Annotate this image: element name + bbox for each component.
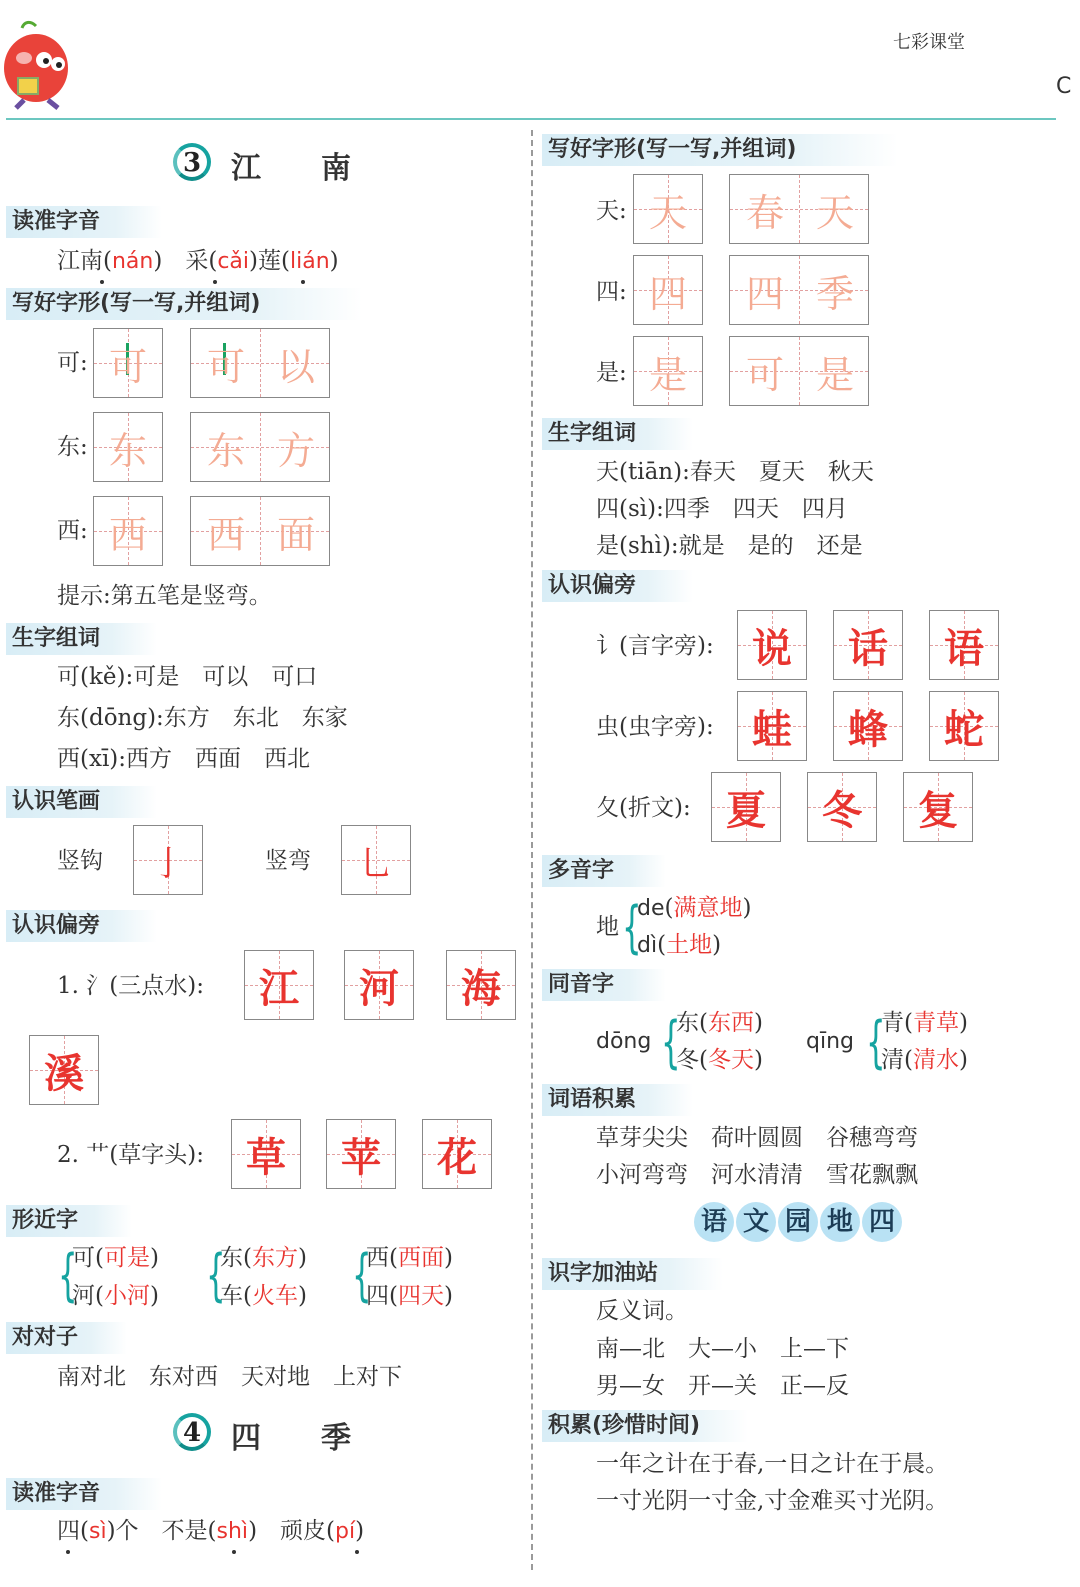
- similar-item: 车(火车): [220, 1283, 307, 1309]
- radical-char-grid: 海: [446, 950, 516, 1020]
- radical-char-grid: 河: [344, 950, 414, 1020]
- section-write-forms-2: 写好字形(写一写,并组词): [542, 134, 898, 166]
- radical-label: 2. 艹(草字头):: [57, 1142, 204, 1168]
- garden-title-char: 语: [694, 1202, 734, 1242]
- homophone-pinyin: qīng: [806, 1029, 854, 1054]
- write-row-label: 天:: [596, 198, 627, 224]
- char-grid-single: 是: [633, 336, 703, 406]
- brace-icon: {: [352, 1243, 372, 1308]
- radical-char-grid: 溪: [29, 1035, 99, 1105]
- write-row-label: 是:: [596, 360, 627, 386]
- section-strokes: 认识笔画: [6, 786, 157, 818]
- section-radicals: 认识偏旁: [6, 910, 157, 942]
- brace-icon: {: [622, 895, 642, 960]
- section-accumulate: 积累(珍惜时间): [542, 1410, 748, 1442]
- emphasis-dot: [213, 280, 217, 284]
- char-grid-single: 可: [93, 328, 163, 398]
- radical-char-grid: 说: [737, 610, 807, 680]
- homophone-item: 冬(冬天): [676, 1047, 763, 1073]
- radical-char-grid: 复: [903, 772, 973, 842]
- char-grid-single: 四: [633, 255, 703, 325]
- similar-item: 东(东方): [220, 1245, 307, 1271]
- char-grid-pair: 东 方: [190, 412, 330, 482]
- lesson-number: 4: [173, 1413, 211, 1451]
- similar-item: 四(四天): [366, 1283, 453, 1309]
- char-grid-pair: 可 是: [729, 336, 869, 406]
- section-write-forms: 写好字形(写一写,并组词): [6, 288, 362, 320]
- section-radicals-2: 认识偏旁: [542, 570, 693, 602]
- garden-title-char: 地: [820, 1202, 860, 1242]
- emphasis-dot: [355, 1550, 359, 1554]
- radical-char-grid: 语: [929, 610, 999, 680]
- lesson-number: 3: [173, 143, 211, 181]
- similar-item: 西(西面): [366, 1245, 453, 1271]
- couplets-line: 南对北 东对西 天对地 上对下: [57, 1364, 402, 1390]
- homophone-item: 清(清水): [881, 1047, 968, 1073]
- garden-title: [694, 1202, 904, 1242]
- header-rule: [6, 118, 1056, 120]
- radical-char-grid: 夏: [711, 772, 781, 842]
- word-line: 可(kě):可是 可以 可口: [57, 664, 318, 690]
- radical-char-grid: 江: [244, 950, 314, 1020]
- section-similar-chars: 形近字: [6, 1205, 132, 1237]
- section-literacy: 识字加油站: [542, 1258, 723, 1290]
- emphasis-dot: [100, 280, 104, 284]
- radical-label: 1. 氵(三点水):: [57, 973, 204, 999]
- emphasis-dot: [232, 1550, 236, 1554]
- radical-char-grid: 蛙: [737, 691, 807, 761]
- emphasis-dot: [66, 1550, 70, 1554]
- radical-char-grid: 蜂: [833, 691, 903, 761]
- antonym-line: 南—北 大—小 上—下: [596, 1336, 849, 1362]
- write-row-label: 四:: [596, 279, 627, 305]
- word-line: 四(sì):四季 四天 四月: [596, 496, 848, 522]
- word-line: 是(shì):就是 是的 还是: [596, 533, 863, 559]
- emphasis-dot: [301, 280, 305, 284]
- garden-title-char: 园: [778, 1202, 818, 1242]
- edge-glyph: C: [1056, 74, 1072, 99]
- garden-title-char: 文: [736, 1202, 776, 1242]
- stroke-name: 竖钩: [57, 848, 103, 874]
- stroke-grid: 亅: [133, 825, 203, 895]
- word-line: 西(xī):西方 西面 西北: [57, 746, 311, 772]
- radical-label: 讠(言字旁):: [596, 633, 714, 659]
- brace-icon: {: [58, 1243, 78, 1308]
- word-line: 天(tiān):春天 夏天 秋天: [596, 459, 874, 485]
- homophone-item: 青(青草): [881, 1010, 968, 1036]
- section-vocab: 词语积累: [542, 1084, 693, 1116]
- char-grid-pair: 春 天: [729, 174, 869, 244]
- section-word-building: 生字组词: [6, 623, 157, 655]
- section-homophone: 同音字: [542, 969, 666, 1001]
- column-divider: [531, 130, 533, 1570]
- section-read-pronunciation: 读准字音: [6, 206, 162, 238]
- section-couplets: 对对子: [6, 1322, 127, 1354]
- section-word-building-2: 生字组词: [542, 418, 693, 450]
- brace-icon: {: [206, 1243, 226, 1308]
- proverb-line: 一寸光阴一寸金,寸金难买寸光阴。: [596, 1488, 949, 1514]
- lesson-title: 四季: [231, 1421, 411, 1456]
- radical-char-grid: 蛇: [929, 691, 999, 761]
- char-grid-single: 西: [93, 496, 163, 566]
- literacy-intro: 反义词。: [596, 1298, 688, 1324]
- section-read-pronunciation-2: 读准字音: [6, 1478, 162, 1510]
- similar-item: 可(可是): [72, 1245, 159, 1271]
- brace-icon: {: [866, 1010, 886, 1075]
- garden-title-char: 四: [862, 1202, 902, 1242]
- radical-char-grid: 冬: [807, 772, 877, 842]
- vocab-line: 小河弯弯 河水清清 雪花飘飘: [596, 1162, 918, 1188]
- stroke-grid: 乚: [341, 825, 411, 895]
- section-polyphone: 多音字: [542, 855, 666, 887]
- char-grid-pair: 四 季: [729, 255, 869, 325]
- radical-label: 虫(虫字旁):: [596, 714, 714, 740]
- write-row-label: 可:: [57, 350, 88, 376]
- similar-item: 河(小河): [72, 1283, 159, 1309]
- pron-line: 四(sì)个 不是(shì) 顽皮(pí): [57, 1518, 365, 1544]
- radical-char-grid: 花: [422, 1119, 492, 1189]
- stroke-name: 竖弯: [265, 848, 311, 874]
- radical-char-grid: 话: [833, 610, 903, 680]
- proverb-line: 一年之计在于春,一日之计在于晨。: [596, 1451, 949, 1477]
- antonym-line: 男—女 开—关 正—反: [596, 1373, 849, 1399]
- char-grid-pair: 可 以: [190, 328, 330, 398]
- polyphone-reading: dì(土地): [637, 932, 722, 958]
- radical-label: 夂(折文):: [596, 795, 691, 821]
- hint-text: 提示:第五笔是竖弯。: [57, 583, 272, 609]
- polyphone-reading: de(满意地): [637, 895, 752, 921]
- brand-label: 七彩课堂: [893, 32, 965, 53]
- write-row-label: 东:: [57, 434, 88, 460]
- word-line: 东(dōng):东方 东北 东家: [57, 705, 348, 731]
- char-grid-pair: 西 面: [190, 496, 330, 566]
- vocab-line: 草芽尖尖 荷叶圆圆 谷穗弯弯: [596, 1125, 918, 1151]
- pron-line: 江南(nán) 采(cǎi)莲(lián): [57, 248, 339, 274]
- char-grid-single: 东: [93, 412, 163, 482]
- radical-char-grid: 草: [231, 1119, 301, 1189]
- char-grid-single: 天: [633, 174, 703, 244]
- homophone-item: 东(东西): [676, 1010, 763, 1036]
- homophone-pinyin: dōng: [596, 1029, 652, 1054]
- polyphone-char: 地: [596, 914, 619, 940]
- lesson-title: 江南: [231, 151, 411, 186]
- brace-icon: {: [661, 1010, 681, 1075]
- apple-mascot-icon: [0, 18, 84, 110]
- write-row-label: 西:: [57, 518, 88, 544]
- radical-char-grid: 苹: [326, 1119, 396, 1189]
